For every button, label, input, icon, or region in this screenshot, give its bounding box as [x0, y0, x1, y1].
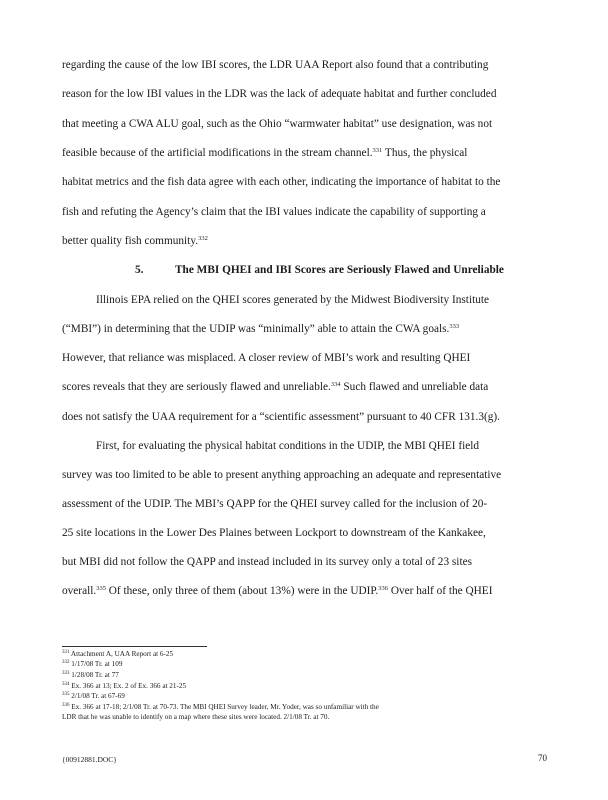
footnote	[62, 692, 568, 701]
footnote-number: 333	[62, 671, 70, 676]
body-line	[62, 584, 552, 598]
body-line: reason for the low IBI values in the LDR was the lack of adequate habitat and further concluded	[62, 88, 497, 100]
body-line: regarding the cause of the low IBI scores, the LDR UAA Report also found that a contributing	[62, 59, 489, 71]
body-text: Such flawed and unreliable data	[340, 381, 489, 393]
footnote-number: 334	[62, 682, 70, 687]
footnote-ref: 335	[96, 585, 106, 592]
footnote-number: 332	[62, 660, 70, 665]
footnote	[62, 650, 568, 659]
body-line: 25 site locations in the Lower Des Plaines between Lockport to downstream of the Kankakee,	[62, 527, 486, 539]
footnote-separator	[62, 646, 207, 647]
body-line: assessment of the UDIP. The MBI’s QAPP for the QHEI survey called for the inclusion of 20-	[62, 498, 488, 510]
body-line: fish and refuting the Agency’s claim that the IBI values indicate the capability of supporting a	[62, 206, 486, 218]
body-text: Over half of the QHEI	[388, 585, 493, 597]
page-number: 70	[538, 753, 547, 763]
footnote	[62, 671, 568, 680]
footnote-text: Ex. 366 at 17-18; 2/1/08 Tr. at 70-73. The MBI QHEI Survey leader, Mr. Yoder, was so unfamiliar with the	[69, 703, 379, 711]
footnote-ref: 331	[372, 147, 383, 154]
footnote-text: 1/28/08 Tr. at 77	[69, 671, 119, 679]
body-text: Thus, the physical	[382, 147, 468, 159]
body-text: better quality fish community.	[62, 235, 199, 247]
footnote	[62, 660, 568, 669]
footnote-ref: 333	[449, 323, 460, 330]
document-id: {00912881.DOC}	[62, 755, 117, 764]
body-line	[62, 234, 552, 248]
body-line: that meeting a CWA ALU goal, such as the Ohio “warmwater habitat” use designation, was not	[62, 118, 493, 130]
body-line	[62, 146, 552, 160]
footnote-text: 2/1/08 Tr. at 67-69	[69, 692, 125, 700]
footnote-text: 1/17/08 Tr. at 109	[69, 660, 123, 668]
footnote-ref: 332	[198, 235, 208, 242]
footnote-ref: 336	[378, 585, 389, 592]
body-text: feasible because of the artificial modifications in the stream channel.	[62, 147, 373, 159]
footnote-text: Attachment A, UAA Report at 6-25	[69, 650, 174, 658]
footnote	[62, 713, 568, 722]
footnote-number: 331	[62, 650, 70, 655]
body-text: (“MBI”) in determining that the UDIP was “minimally” able to attain the CWA goals.	[62, 323, 450, 335]
body-line: does not satisfy the UAA requirement for a “scientific assessment” pursuant to 40 CFR 131.3(g).	[62, 411, 500, 423]
footnote-ref: 334	[330, 381, 341, 388]
body-line: However, that reliance was misplaced. A closer review of MBI’s work and resulting QHEI	[62, 352, 471, 364]
body-line: but MBI did not follow the QAPP and instead included in its survey only a total of 23 sites	[62, 556, 472, 568]
footnote	[62, 703, 568, 712]
section-number: 5.	[135, 264, 144, 276]
body-line: First, for evaluating the physical habitat conditions in the UDIP, the MBI QHEI field	[96, 440, 480, 452]
body-line: habitat metrics and the fish data agree with each other, indicating the importance of habitat to the	[62, 176, 501, 188]
footnote-text: Ex. 366 at 13; Ex. 2 of Ex. 366 at 21-25	[69, 682, 187, 690]
body-text: scores reveals that they are seriously flawed and unreliable.	[62, 381, 331, 393]
section-title: The MBI QHEI and IBI Scores are Seriously Flawed and Unreliable	[175, 264, 504, 276]
footnote-number: 336	[62, 703, 70, 708]
footnote-number: 335	[62, 692, 70, 697]
body-line: survey was too limited to be able to present anything approaching an adequate and representative	[62, 469, 502, 481]
body-line: Illinois EPA relied on the QHEI scores generated by the Midwest Biodiversity Institute	[96, 294, 490, 306]
body-text: overall.	[62, 585, 97, 597]
body-line	[62, 322, 552, 336]
body-line	[62, 380, 552, 394]
footnote-text: LDR that he was unable to identify on a map where these sites were located. 2/1/08 Tr. at 70.	[62, 713, 330, 721]
body-text: Of these, only three of them (about 13%) were in the UDIP.	[105, 585, 379, 597]
footnote	[62, 682, 568, 691]
